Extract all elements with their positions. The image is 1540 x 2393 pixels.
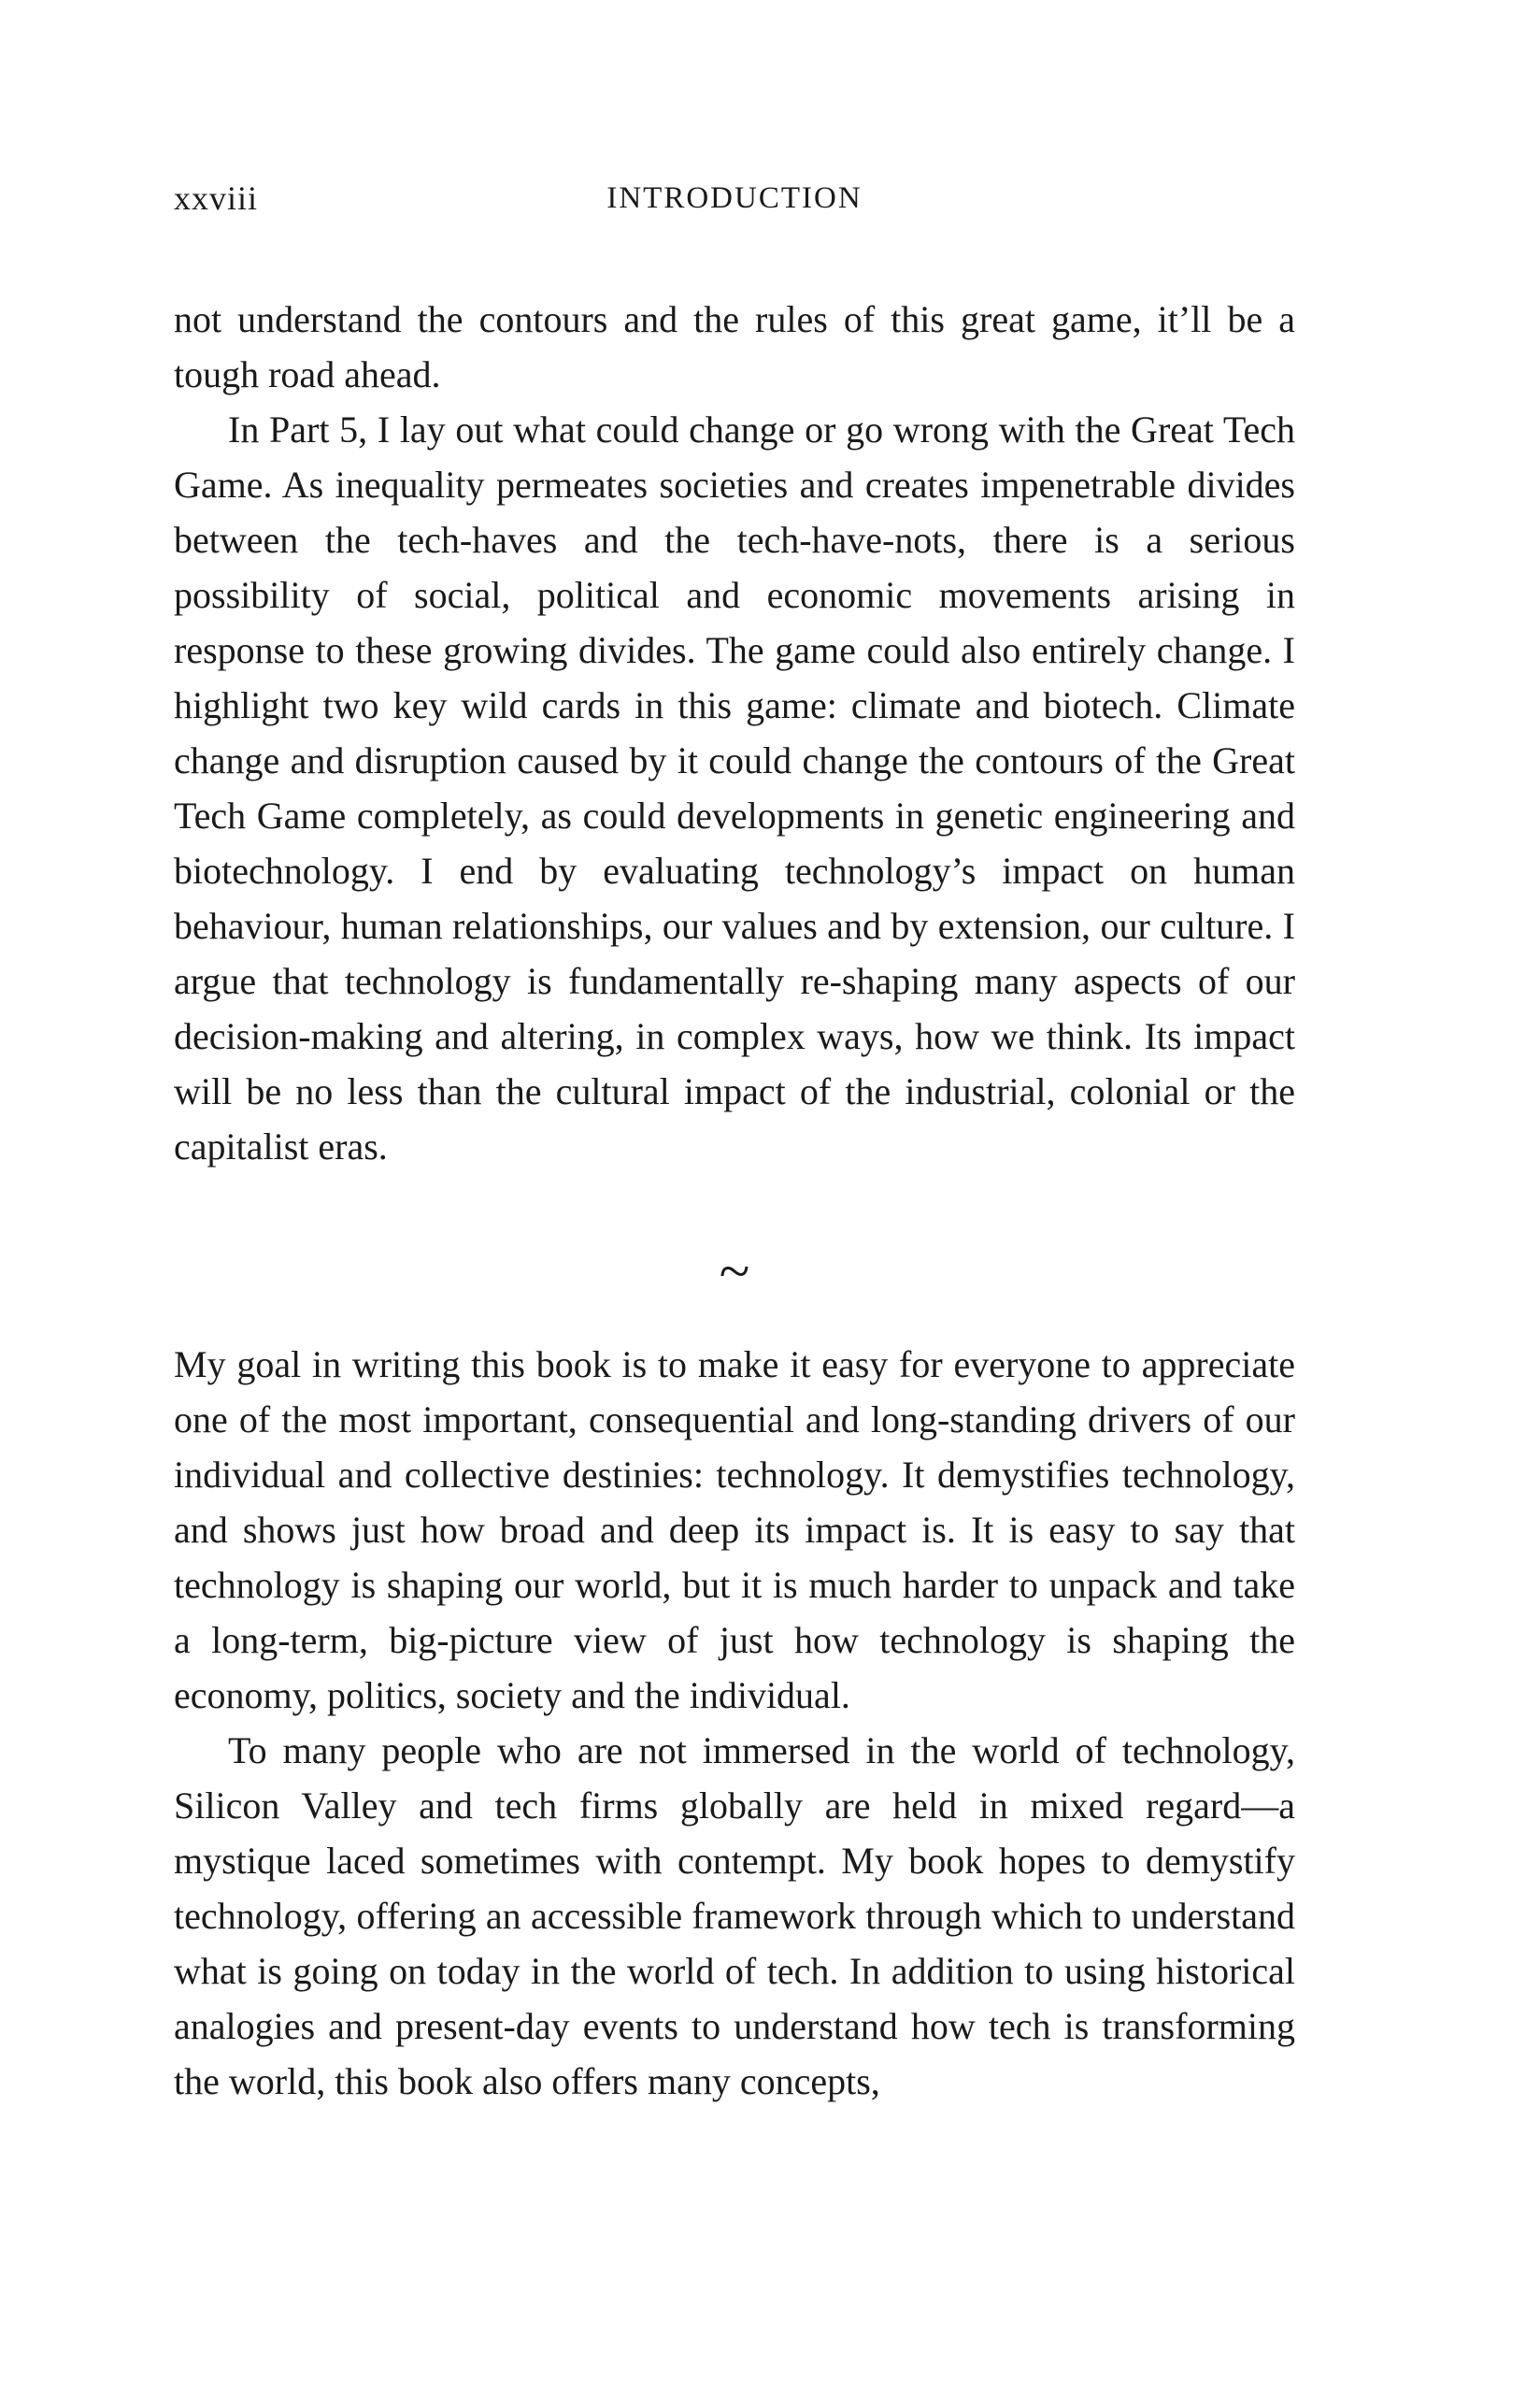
paragraph-continuation: not understand the contours and the rules of this great game, it’ll be a tough road ahead. <box>174 298 1295 395</box>
paragraph-demystify: To many people who are not immersed in the world of technology, Silicon Valley and tech firms globally are held in mixed regard—a mystique laced sometimes with contempt. My book hopes to demystify technology, offering an accessible framework through which to understand what is going on today in the world of tech. In addition to using historical analogies and present-day events to understand how tech is transforming the world, this book also offers many concepts, <box>174 1729 1295 2102</box>
chapter-title: INTRODUCTION <box>606 181 863 215</box>
running-head <box>174 179 1295 217</box>
paragraph-part-5: In Part 5, I lay out what could change or go wrong with the Great Tech Game. As inequality permeates societies and creates impenetrable divides between the tech-haves and the tech-have-nots, there is a serious possibility of social, political and economic movements arising in response to these growing divides. The game could also entirely change. I highlight two key wild cards in this game: climate and biotech. Climate change and disruption caused by it could change the contours of the Great Tech Game completely, as could developments in genetic engineering and biotechnology. I end by evaluating technology’s impact on human behaviour, human relationships, our values and by extension, our culture. I argue that technology is fundamentally re-shaping many aspects of our decision-making and altering, in complex ways, how we think. Its impact will be no less than the cultural impact of the industrial, colonial or the capitalist eras. <box>174 408 1295 1168</box>
paragraph-goal: My goal in writing this book is to make it easy for everyone to appreciate one of the most important, consequential and long-standing drivers of our individual and collective destinies: technology. It demystifies technology, and shows just how broad and deep its impact is. It is easy to say that technology is shaping our world, but it is much harder to unpack and take a long-term, big-picture view of just how technology is shaping the economy, politics, society and the individual. <box>174 1343 1295 1716</box>
text-block-before-break <box>174 292 1295 1174</box>
section-break-ornament: ~ <box>719 1240 750 1302</box>
page-number: xxviii <box>174 179 259 217</box>
book-page <box>174 0 1295 2393</box>
text-block-after-break <box>174 1337 1295 2109</box>
